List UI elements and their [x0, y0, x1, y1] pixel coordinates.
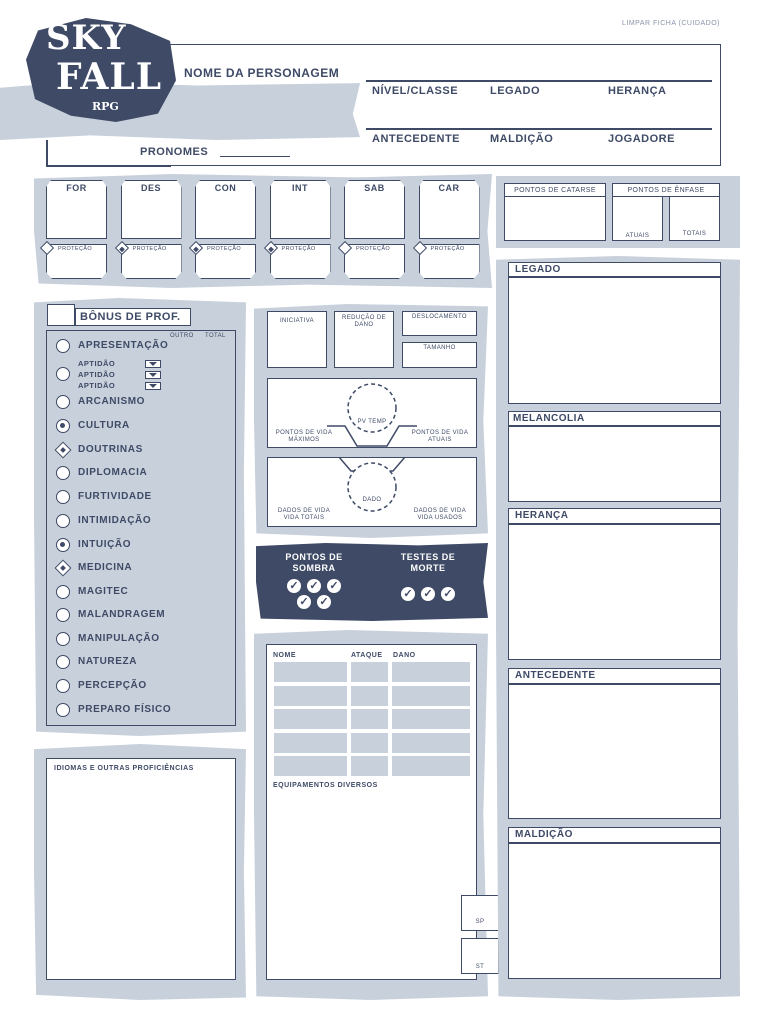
attribute-save-label: PROTEÇÃO [281, 246, 316, 252]
attack-name-cell[interactable] [274, 756, 347, 776]
pronouns-label: PRONOMES [140, 146, 209, 158]
curse-label: MALDIÇÃO [490, 133, 554, 145]
skill-proficiency-marker[interactable] [56, 419, 70, 433]
skill-proficiency-marker[interactable] [56, 538, 70, 552]
attack-damage-cell[interactable] [392, 756, 470, 776]
skill-proficiency-marker[interactable] [56, 490, 70, 504]
skill-label: PREPARO FÍSICO [78, 704, 172, 715]
skill-label: DOUTRINAS [78, 444, 143, 455]
check-icon[interactable]: ✓ [421, 587, 435, 601]
skill-label: MAGITEC [78, 586, 129, 597]
emphasis-current-label: ATUAIS [625, 233, 650, 239]
curse-section-label: MALDIÇÃO [515, 829, 573, 840]
skill-proficiency-marker[interactable] [56, 585, 70, 599]
character-name-label: NOME DA PERSONAGEM [184, 66, 340, 80]
heritage-section-label: HERANÇA [515, 510, 569, 521]
skill-label: INTIMIDAÇÃO [78, 515, 152, 526]
legacy-box[interactable] [508, 262, 721, 404]
attribute-save-label: PROTEÇÃO [207, 246, 242, 252]
proficiency-bonus-label: BÔNUS DE PROF. [80, 311, 181, 323]
attack-bonus-cell[interactable] [351, 733, 388, 753]
skill-proficiency-marker[interactable] [56, 339, 70, 353]
level-class-label: NÍVEL/CLASSE [372, 85, 459, 97]
skill-proficiency-marker[interactable] [56, 655, 70, 669]
skill-proficiency-marker[interactable] [56, 466, 70, 480]
attack-bonus-cell[interactable] [351, 686, 388, 706]
catharsis-label: PONTOS DE CATARSE [514, 187, 596, 194]
skill-label: ARCANISMO [78, 396, 146, 407]
temp-hp-label: PV TEMP [357, 419, 387, 425]
legacy-label: LEGADO [490, 85, 541, 97]
name-field-line[interactable] [366, 80, 712, 82]
skill-label: DIPLOMACIA [78, 467, 148, 478]
size-label: TAMANHO [423, 345, 456, 351]
attack-damage-cell[interactable] [392, 733, 470, 753]
background-label: ANTECEDENTE [372, 133, 461, 145]
attack-name-label: NOME [273, 652, 296, 659]
proficiency-bonus-value[interactable] [47, 304, 75, 326]
attack-bonus-cell[interactable] [351, 662, 388, 682]
skill-label: APRESENTAÇÃO [78, 340, 169, 351]
header-frame-left [46, 140, 48, 166]
background-section-label: ANTECEDENTE [515, 670, 596, 681]
hit-dice-used-label: DADOS DE VIDA VIDA USADOS [413, 508, 467, 521]
curse-header-line [508, 842, 721, 844]
skill-label: PERCEPÇÃO [78, 680, 147, 691]
skill-label: MEDICINA [78, 562, 133, 573]
attack-name-cell[interactable] [274, 686, 347, 706]
info-field-line[interactable] [366, 128, 712, 130]
death-saves-label: TESTES DE MORTE [400, 552, 456, 573]
skill-label: INTUIÇÃO [78, 539, 132, 550]
skills-box [46, 330, 236, 726]
attribute-save-label: PROTEÇÃO [430, 246, 465, 252]
emphasis-label: PONTOS DE ÊNFASE [627, 187, 705, 194]
skill-proficiency-marker[interactable] [56, 703, 70, 717]
dice-label: DADO [362, 497, 382, 503]
background-box[interactable] [508, 668, 721, 819]
st-label: ST [475, 964, 485, 970]
skill-proficiency-marker[interactable] [56, 632, 70, 646]
heritage-box[interactable] [508, 508, 721, 660]
check-icon[interactable]: ✓ [297, 595, 311, 609]
attack-damage-cell[interactable] [392, 686, 470, 706]
attack-bonus-cell[interactable] [351, 756, 388, 776]
attribute-label: INT [292, 183, 308, 193]
heritage-header-line [508, 523, 721, 525]
attribute-label: CON [214, 183, 237, 193]
aptitude-dropdown-icon[interactable] [145, 360, 161, 368]
heritage-label: HERANÇA [608, 85, 667, 97]
max-hp-label: PONTOS DE VIDA MÁXIMOS [275, 430, 333, 443]
skill-label: MALANDRAGEM [78, 609, 166, 620]
initiative-label: INICIATIVA [279, 318, 315, 324]
aptitude-label: APTIDÃO [78, 381, 116, 390]
header-frame-bottom [46, 165, 171, 167]
sp-label: SP [475, 919, 485, 925]
legacy-header-line [508, 276, 721, 278]
attack-bonus-label: ATAQUE [351, 652, 383, 659]
attack-damage-cell[interactable] [392, 709, 470, 729]
attack-damage-label: DANO [393, 652, 416, 659]
pronouns-field[interactable] [220, 156, 290, 157]
logo-line2: FALL [56, 56, 163, 98]
aptitude-dropdown-icon[interactable] [145, 371, 161, 379]
aptitude-label: APTIDÃO [78, 359, 116, 368]
attack-bonus-cell[interactable] [351, 709, 388, 729]
skill-proficiency-marker[interactable] [56, 514, 70, 528]
check-icon[interactable]: ✓ [441, 587, 455, 601]
attribute-label: SAB [364, 183, 385, 193]
languages-box[interactable] [46, 758, 236, 980]
damage-reduction-label: REDUÇÃO DE DANO [341, 315, 386, 328]
languages-label: IDIOMAS E OUTRAS PROFICIÊNCIAS [54, 765, 194, 772]
melancholy-header-line [508, 425, 721, 427]
skyfall-logo [26, 14, 176, 126]
total-column-label: TOTAL [205, 333, 226, 339]
attribute-save-label: PROTEÇÃO [132, 246, 167, 252]
legacy-section-label: LEGADO [515, 264, 561, 275]
check-icon[interactable]: ✓ [401, 587, 415, 601]
check-icon[interactable]: ✓ [307, 579, 321, 593]
skill-proficiency-marker[interactable] [56, 608, 70, 622]
clear-sheet-button[interactable]: LIMPAR FICHA (CUIDADO) [622, 20, 720, 27]
shadow-points-label: PONTOS DE SOMBRA [285, 552, 343, 573]
attack-name-cell[interactable] [274, 709, 347, 729]
header-frame [170, 44, 721, 166]
skill-proficiency-marker[interactable] [56, 679, 70, 693]
attribute-save-label: PROTEÇÃO [58, 246, 93, 252]
check-icon[interactable]: ✓ [287, 579, 301, 593]
aptitude-dropdown-icon[interactable] [145, 382, 161, 390]
attack-name-cell[interactable] [274, 733, 347, 753]
equipment-label: EQUIPAMENTOS DIVERSOS [273, 782, 378, 789]
logo-line1: SKY [46, 18, 127, 58]
attack-name-cell[interactable] [274, 662, 347, 682]
attribute-save-label: PROTEÇÃO [356, 246, 391, 252]
skill-proficiency-marker[interactable] [56, 395, 70, 409]
aptitude-label: APTIDÃO [78, 370, 116, 379]
skill-label: NATUREZA [78, 656, 138, 667]
current-hp-label: PONTOS DE VIDA ATUAIS [411, 430, 469, 443]
background-header-line [508, 683, 721, 685]
attribute-label: FOR [66, 183, 87, 193]
emphasis-total-label: TOTAIS [682, 231, 707, 237]
check-icon[interactable]: ✓ [327, 579, 341, 593]
attribute-label: CAR [438, 183, 460, 193]
melancholy-section-label: MELANCOLIA [513, 413, 585, 424]
attack-damage-cell[interactable] [392, 662, 470, 682]
player-label: JOGADORE [608, 133, 675, 145]
logo-line3: RPG [92, 100, 119, 113]
skill-label: MANIPULAÇÃO [78, 633, 160, 644]
check-icon[interactable]: ✓ [317, 595, 331, 609]
skill-label: CULTURA [78, 420, 130, 431]
skill-label: FURTIVIDADE [78, 491, 152, 502]
attribute-label: DES [140, 183, 161, 193]
aptitude-radio[interactable] [56, 367, 70, 381]
movement-label: DESLOCAMENTO [411, 314, 468, 320]
other-column-label: OUTRO [170, 333, 194, 339]
hit-dice-total-label: DADOS DE VIDA VIDA TOTAIS [277, 508, 331, 521]
curse-box[interactable] [508, 827, 721, 979]
